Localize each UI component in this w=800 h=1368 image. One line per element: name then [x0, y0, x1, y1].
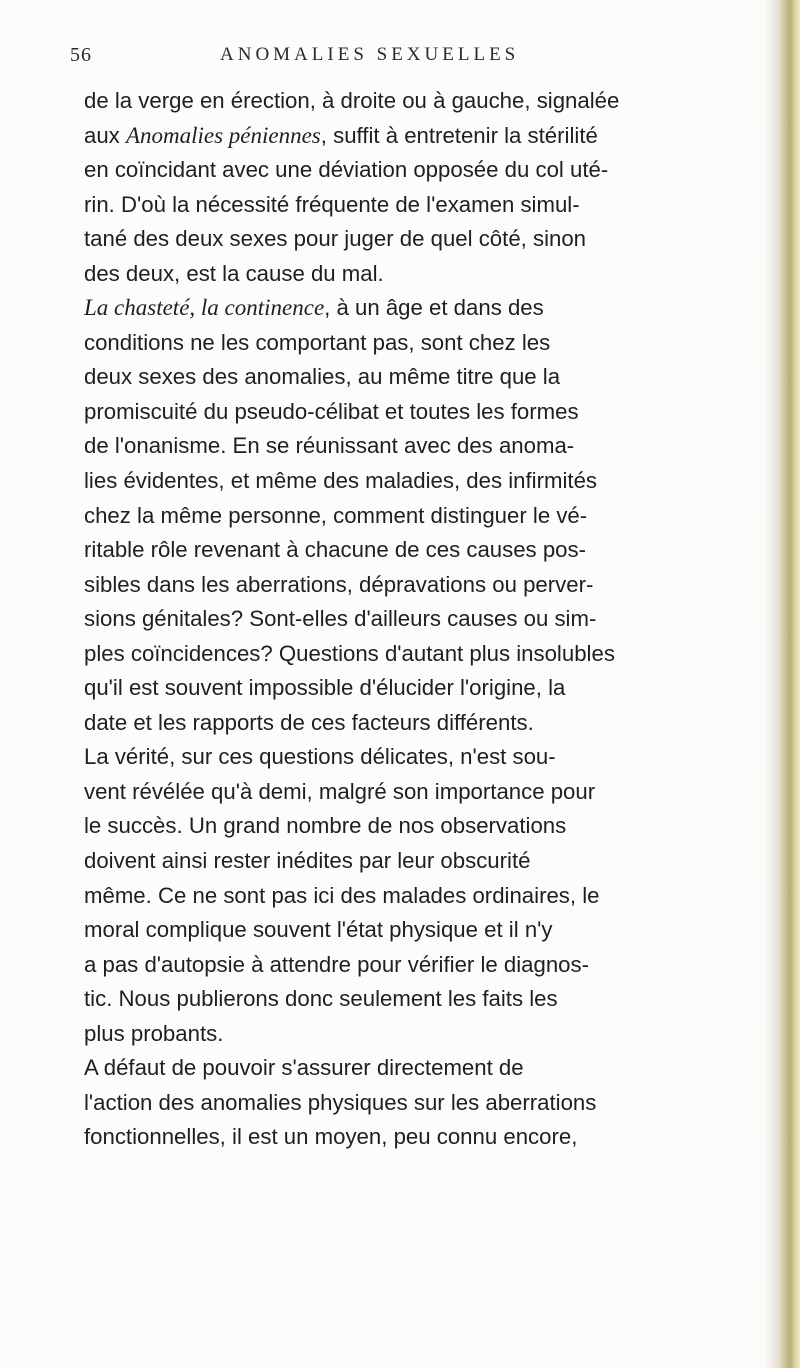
italic-term: La chasteté, la continence: [84, 295, 325, 321]
text-line: ritable rôle revenant à chacune de ces causes pos-: [84, 537, 586, 563]
text-line: moral complique souvent l'état physique et il n'y: [84, 917, 553, 943]
text-line: promiscuité du pseudo-célibat et toutes les formes: [84, 398, 579, 424]
text-line: chez la même personne, comment distinguer le vé-: [84, 502, 588, 528]
text-line: rin. D'où la nécessité fréquente de l'examen simul-: [84, 191, 580, 217]
text-line: aux Anomalies péniennes, suffit à entretenir la stérilité: [84, 122, 598, 148]
text-line: vent révélée qu'à demi, malgré son importance pour: [84, 778, 596, 804]
text-line: La chasteté, la continence, à un âge et dans des: [84, 295, 544, 321]
text-line: A défaut de pouvoir s'assurer directement de: [84, 1055, 524, 1081]
body-text: [84, 84, 740, 1155]
text-line: ples coïncidences? Questions d'autant plus insolubles: [84, 640, 615, 666]
page-number: 56: [70, 44, 92, 66]
text-line: doivent ainsi rester inédites par leur obscurité: [84, 848, 531, 874]
text-line: plus probants.: [84, 1020, 224, 1046]
running-title: ANOMALIES SEXUELLES: [220, 44, 520, 65]
text-line: même. Ce ne sont pas ici des malades ordinaires, le: [84, 882, 600, 908]
text-line: le succès. Un grand nombre de nos observations: [84, 813, 567, 839]
text-line: de la verge en érection, à droite ou à gauche, signalée: [84, 88, 620, 113]
text-line: a pas d'autopsie à attendre pour vérifier le diagnos-: [84, 951, 590, 977]
text-line: tic. Nous publierons donc seulement les faits les: [84, 986, 558, 1012]
text-line: en coïncidant avec une déviation opposée du col uté-: [84, 157, 609, 183]
binding-shadow: [764, 0, 778, 1368]
text-line: fonctionnelles, il est un moyen, peu connu encore,: [84, 1124, 578, 1150]
text-line: des deux, est la cause du mal.: [84, 260, 384, 286]
text-line: sibles dans les aberrations, dépravations ou perver-: [84, 571, 594, 597]
running-head: [70, 44, 770, 72]
text-line: deux sexes des anomalies, au même titre que la: [84, 364, 561, 390]
text-line: de l'onanisme. En se réunissant avec des anoma-: [84, 433, 575, 459]
text-line: tané des deux sexes pour juger de quel côté, sinon: [84, 226, 587, 252]
text-line: conditions ne les comportant pas, sont chez les: [84, 329, 551, 355]
text-line: qu'il est souvent impossible d'élucider l'origine, la: [84, 675, 566, 701]
text-line: l'action des anomalies physiques sur les aberrations: [84, 1089, 597, 1115]
text-line: date et les rapports de ces facteurs différents.: [84, 709, 534, 735]
text-line: La vérité, sur ces questions délicates, n'est sou-: [84, 744, 556, 770]
binding-edge: [778, 0, 800, 1368]
italic-term: Anomalies péniennes: [125, 122, 321, 148]
text-line: sions génitales? Sont-elles d'ailleurs causes ou sim-: [84, 606, 597, 632]
text-line: lies évidentes, et même des maladies, des infirmités: [84, 468, 597, 494]
